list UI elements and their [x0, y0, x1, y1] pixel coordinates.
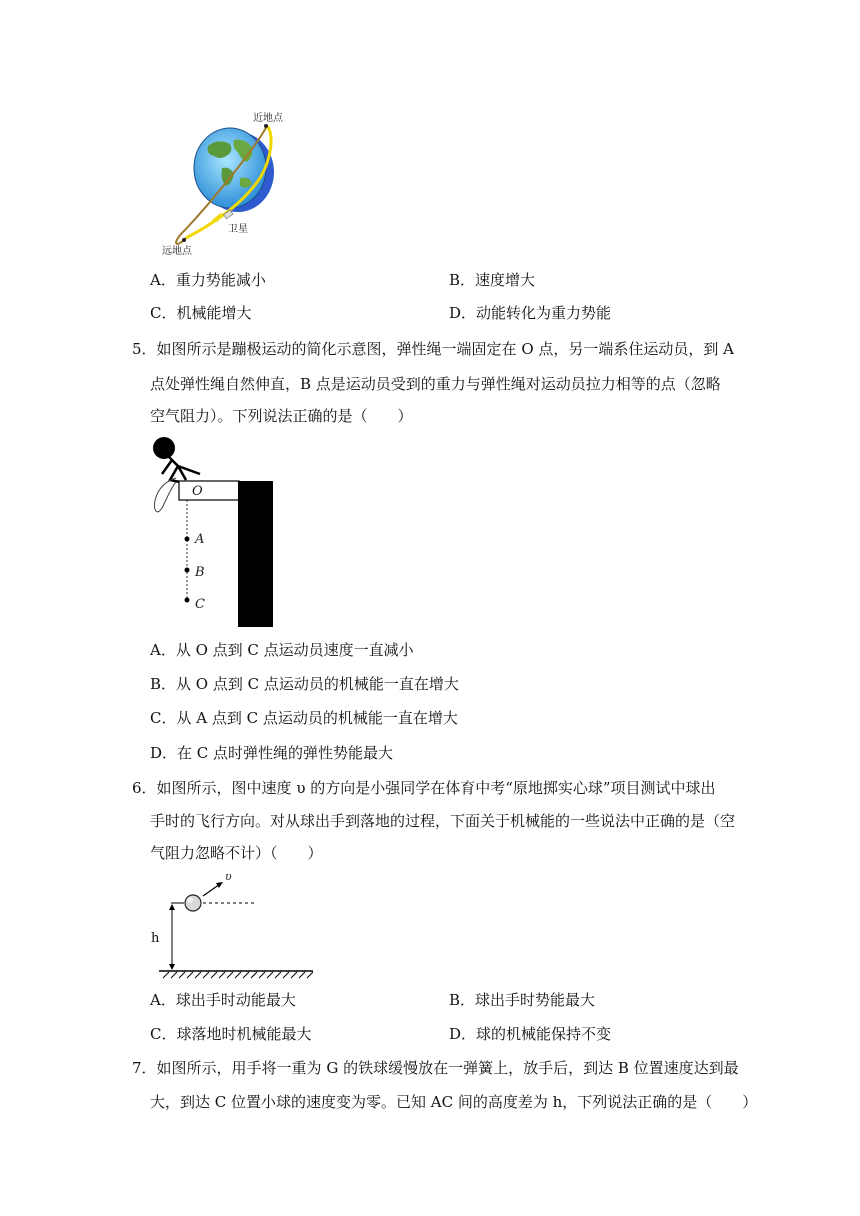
label-c: C [195, 597, 205, 612]
label-v: υ [225, 870, 232, 883]
q6-stem-line-3: 气阻力忽略不计）（ ） [150, 844, 323, 862]
q7-stem-line-1: 7．如图所示，用手将一重为 G 的铁球缓慢放在一弹簧上，放手后，到达 B 位置速度达到最 [132, 1059, 739, 1077]
label-o: O [192, 484, 203, 499]
label-h: h [151, 931, 160, 946]
q5-option-c: C．从 A 点到 C 点运动员的机械能一直在增大 [150, 709, 458, 727]
q4-option-d: D．动能转化为重力势能 [449, 304, 612, 322]
q5-stem-line-3: 空气阻力）。下列说法正确的是（ ） [150, 407, 413, 425]
height-arrowhead-down [169, 964, 175, 970]
q5-option-a: A．从 O 点到 C 点运动员速度一直减小 [150, 641, 414, 659]
velocity-arrowhead [216, 882, 223, 888]
tower [238, 481, 273, 627]
height-arrowhead-up [169, 904, 175, 910]
point-c [185, 598, 190, 603]
shot-put-ball [185, 895, 201, 911]
q6-option-a: A．球出手时动能最大 [150, 991, 296, 1009]
q4-option-c: C．机械能增大 [150, 304, 252, 322]
jumper-head [153, 437, 175, 459]
point-b [185, 568, 190, 573]
q4-option-a: A．重力势能减小 [150, 271, 266, 289]
q4-option-b: B．速度增大 [449, 271, 536, 289]
q6-option-d: D．球的机械能保持不变 [449, 1025, 612, 1043]
perigee-point [264, 124, 268, 128]
rope-coil [154, 478, 176, 512]
q5-stem-line-2: 点处弹性绳自然伸直，B 点是运动员受到的重力与弹性绳对运动员拉力相等的点（忽略 [150, 375, 721, 393]
point-a [185, 537, 190, 542]
perigee-label: 近地点 [253, 113, 283, 124]
satellite-icon [224, 210, 233, 219]
q7-stem-line-2: 大，到达 C 位置小球的速度变为零。已知 AC 间的高度差为 h，下列说法正确的是（ ） [150, 1093, 758, 1111]
ball-highlight [187, 897, 193, 903]
q5-option-b: B．从 O 点到 C 点运动员的机械能一直在增大 [150, 675, 459, 693]
jump-platform [179, 481, 239, 500]
q6-stem-line-1: 6．如图所示，图中速度 υ 的方向是小强同学在体育中考“原地掷实心球”项目测试中球出 [132, 779, 716, 797]
label-a: A [195, 532, 205, 547]
apogee-point [182, 238, 186, 242]
velocity-arrow [203, 884, 220, 896]
q5-option-d: D．在 C 点时弹性绳的弹性势能最大 [150, 744, 394, 762]
ball-throw-figure [145, 868, 320, 984]
satellite-orbit-figure [160, 108, 295, 258]
q6-stem-line-2: 手时的飞行方向。对从球出手到落地的过程，下面关于机械能的一些说法中正确的是（空 [150, 812, 736, 830]
ground-hatching [163, 972, 313, 978]
q6-option-b: B．球出手时势能最大 [449, 991, 596, 1009]
apogee-label: 远地点 [162, 246, 192, 257]
q5-stem-line-1: 5．如图所示是蹦极运动的简化示意图，弹性绳一端固定在 O 点，另一端系住运动员，到 A [132, 340, 734, 358]
label-b: B [195, 565, 205, 580]
satellite-label: 卫星 [228, 224, 248, 235]
bungee-jump-figure [148, 434, 278, 630]
earth-globe [194, 128, 266, 208]
q6-option-c: C．球落地时机械能最大 [150, 1025, 312, 1043]
jumper-body [162, 456, 200, 482]
